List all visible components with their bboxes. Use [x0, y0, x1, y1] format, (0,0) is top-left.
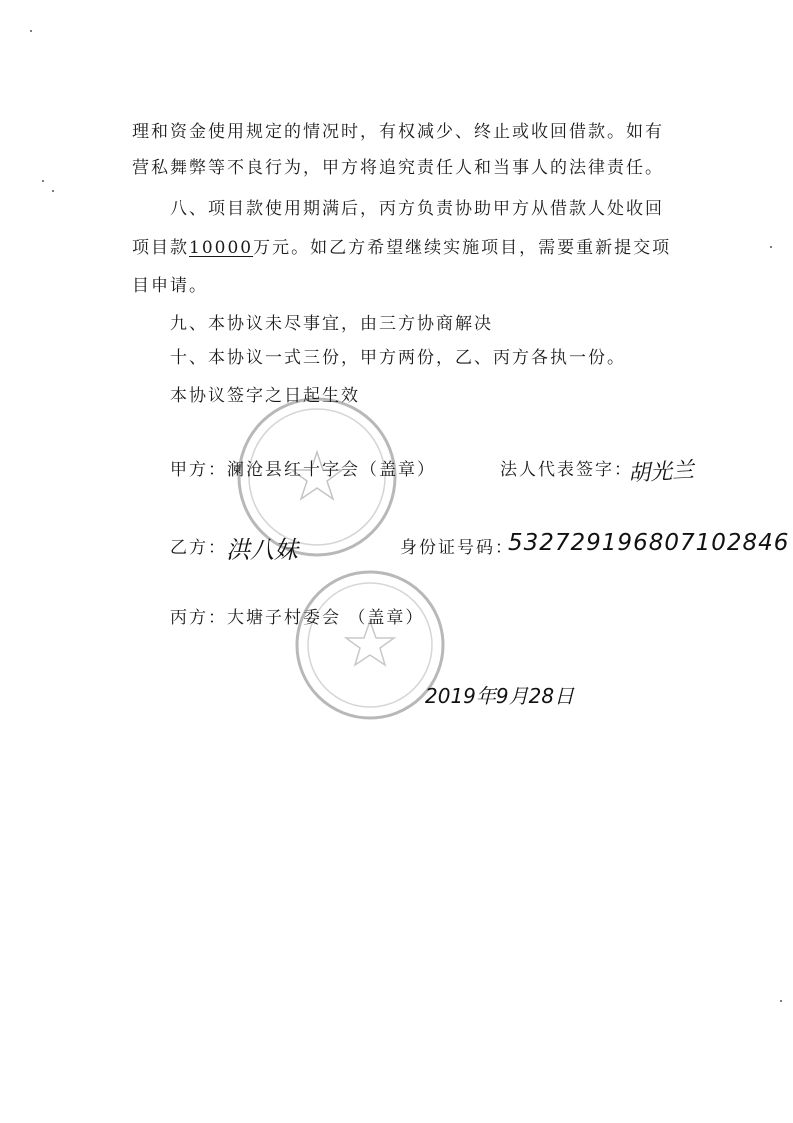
- scan-speck: [770, 246, 772, 248]
- handwritten-date: 2019年9月28日: [425, 684, 575, 708]
- project-funds-label: 项目款: [132, 238, 189, 258]
- id-number-label: 身份证号码：: [400, 538, 514, 558]
- scan-speck: [780, 1000, 782, 1002]
- effective-clause: 本协议签字之日起生效: [170, 386, 360, 406]
- party-b-label: 乙方：: [170, 538, 227, 558]
- legal-rep-label: 法人代表签字：: [500, 460, 633, 480]
- clause-8-line-2: [132, 236, 671, 260]
- clause-9: 九、本协议未尽事宜，由三方协商解决: [170, 314, 493, 334]
- party-c-label: 丙方：大塘子村委会 （盖章）: [170, 608, 425, 628]
- id-number: 532729196807102846: [508, 530, 790, 556]
- legal-rep-signature: 胡光兰: [627, 458, 695, 487]
- clause-8-line-1: 八、项目款使用期满后，丙方负责协助甲方从借款人处收回: [170, 199, 664, 219]
- scan-speck: [42, 180, 44, 182]
- body-line-1: 理和资金使用规定的情况时，有权减少、终止或收回借款。如有: [132, 122, 664, 142]
- loan-amount: 10000: [189, 238, 254, 258]
- body-line-2: 营私舞弊等不良行为，甲方将追究责任人和当事人的法律责任。: [132, 158, 664, 178]
- scan-speck: [30, 30, 32, 32]
- scan-speck: [52, 190, 54, 192]
- clause-8-line-3: 目申请。: [132, 276, 208, 296]
- party-a-label: 甲方：澜沧县红十字会（盖章）: [170, 460, 436, 480]
- clause-10: 十、本协议一式三份，甲方两份，乙、丙方各执一份。: [170, 348, 626, 368]
- clause-8-continuation: 万元。如乙方希望继续实施项目，需要重新提交项: [253, 238, 672, 258]
- party-b-signature: 洪八妹: [226, 536, 298, 564]
